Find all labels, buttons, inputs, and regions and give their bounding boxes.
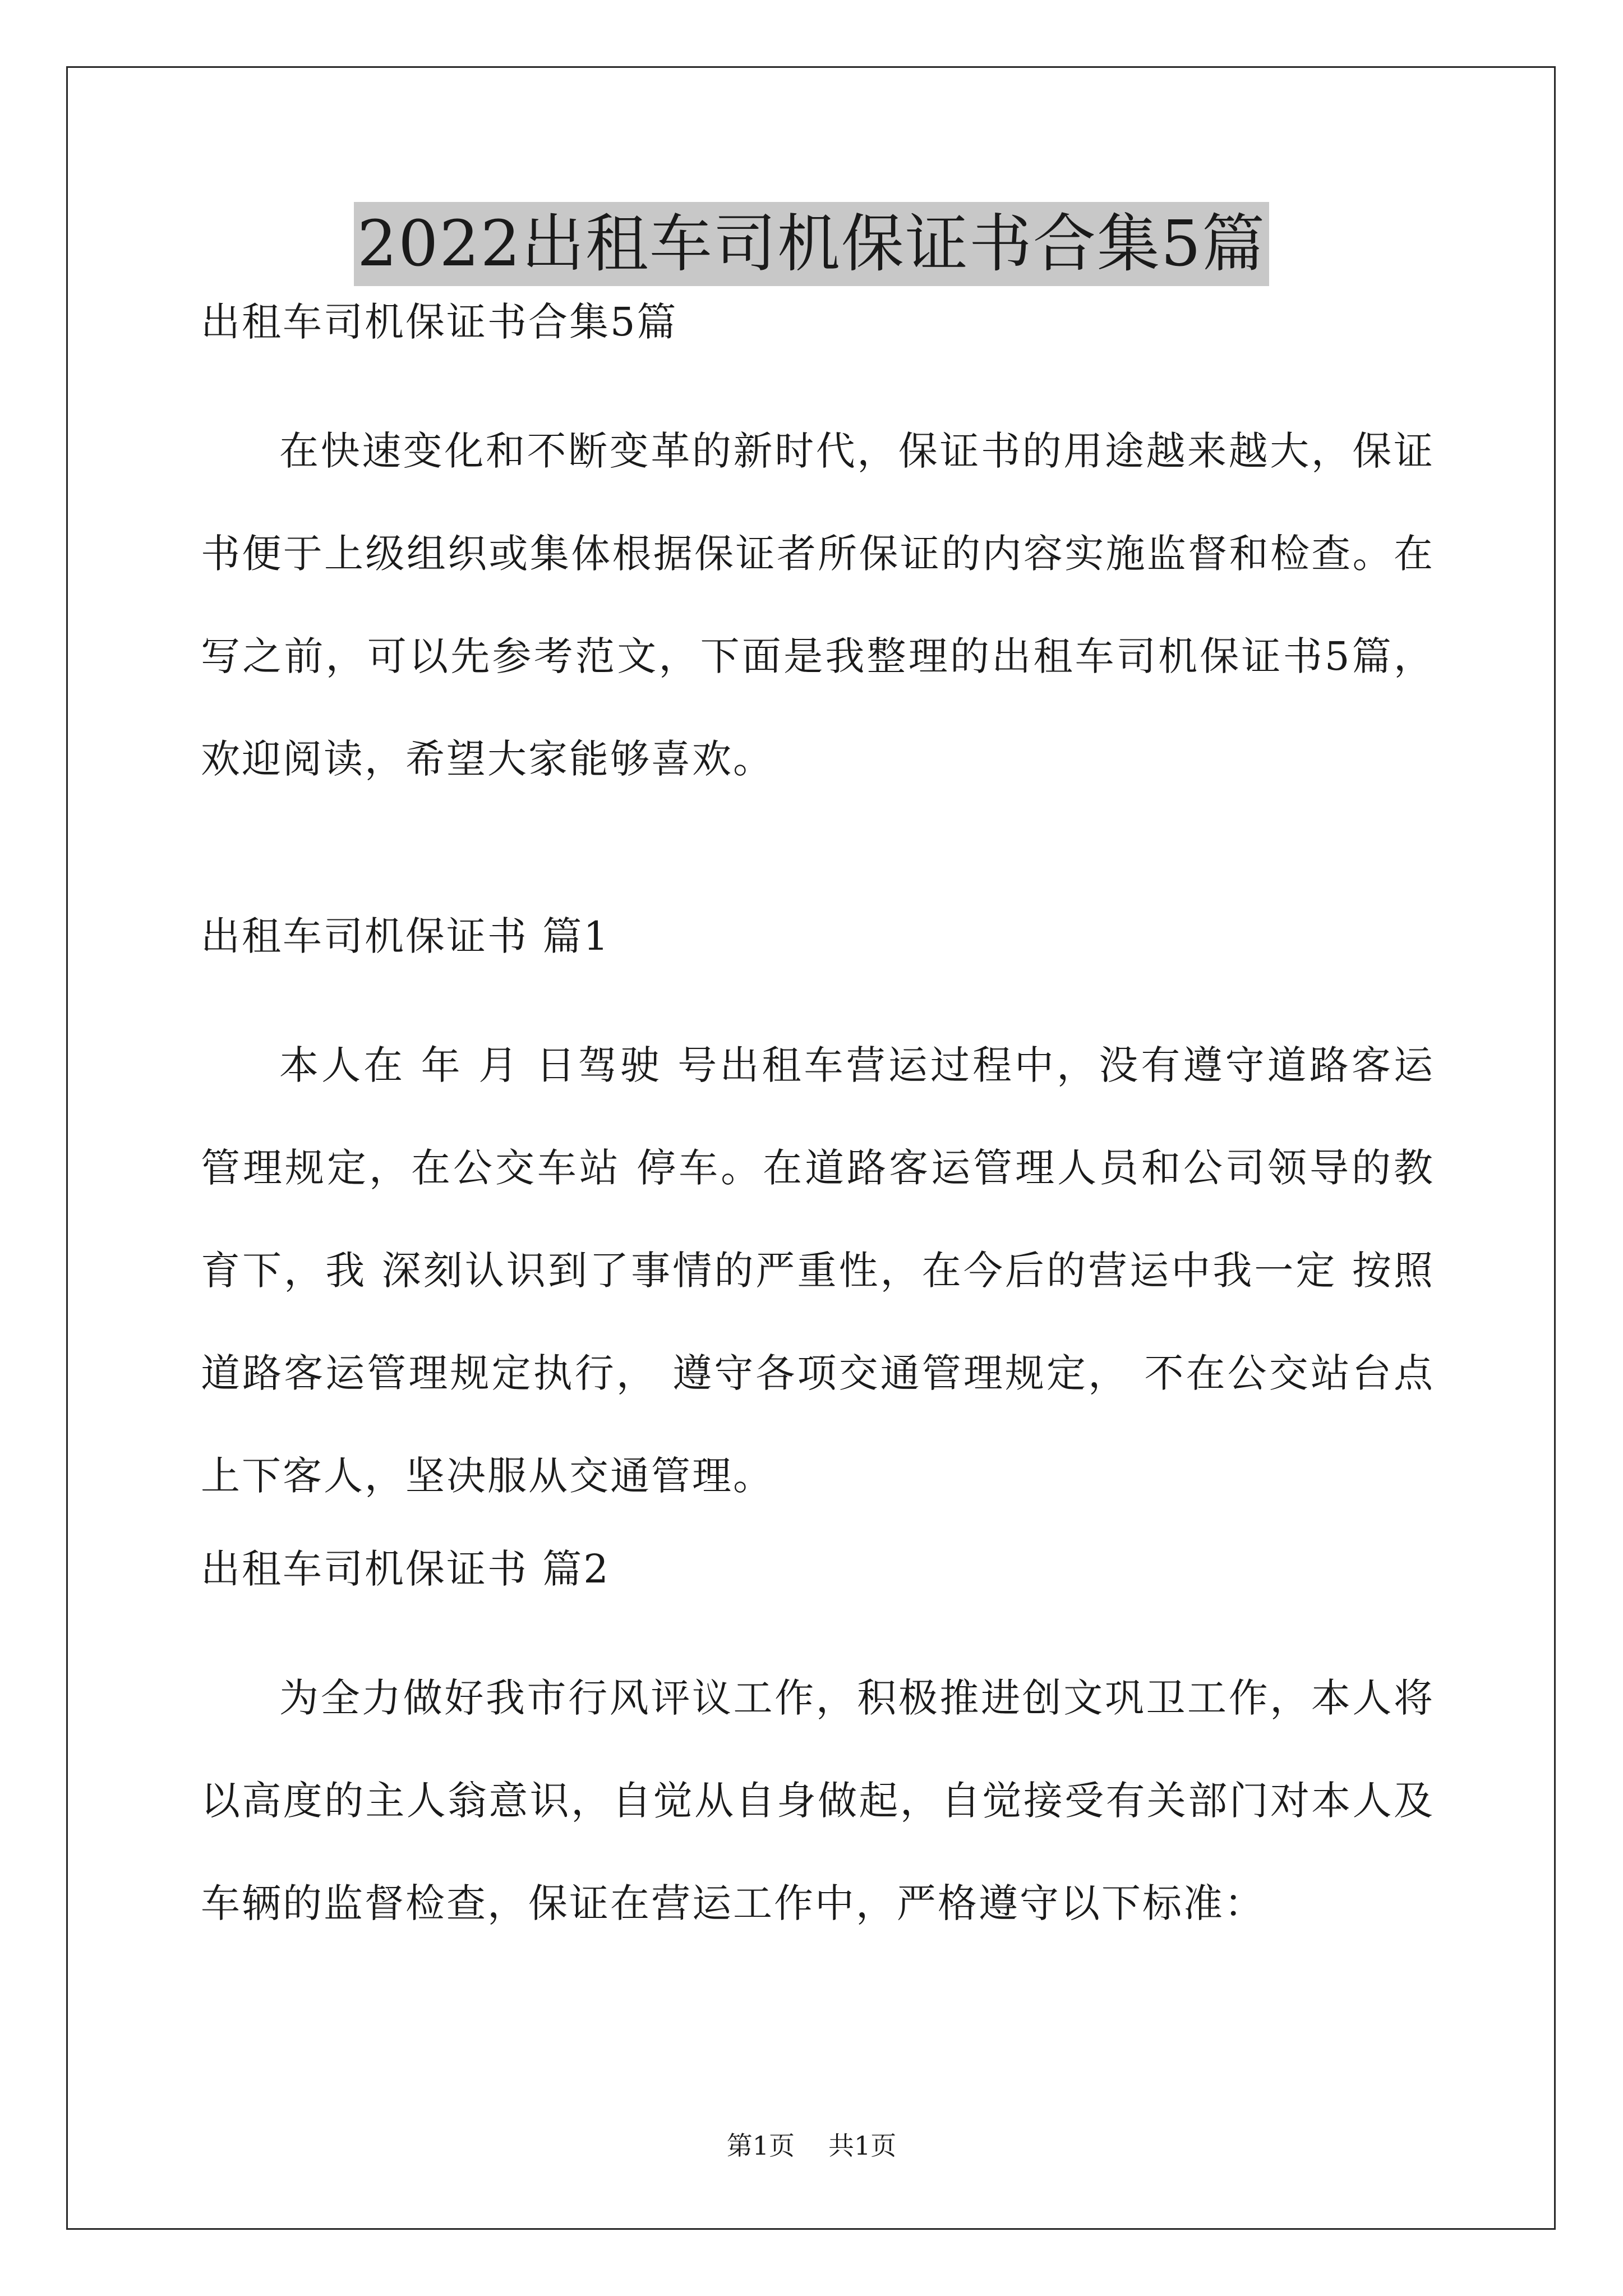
section-heading-1: 出租车司机保证书 篇1 xyxy=(201,913,610,959)
page-number: 第1页 xyxy=(726,2131,795,2161)
section-body-1: 本人在 年 月 日驾驶 号出租车营运过程中，没有遵守道路客运管理规定，在公交车站 停车。在道路客运管理人员和公司领导的教育下，我 深刻认识到了事情的严重性，在今后的营运中我一定 按照道路客运管理规定执行， 遵守各项交通管理规定， 不在公交站台点上下客人，坚决服从交通管理。 xyxy=(201,1042,1435,1499)
section-heading-2: 出租车司机保证书 篇2 xyxy=(201,1546,610,1592)
document-title: 2022出租车司机保证书合集5篇 xyxy=(354,202,1269,286)
title-wrap xyxy=(0,202,1623,286)
intro-paragraph: 在快速变化和不断变革的新时代，保证书的用途越来越大，保证书便于上级组织或集体根据保证者所保证的内容实施监督和检查。在写之前，可以先参考范文，下面是我整理的出租车司机保证书5篇，欢迎阅读，希望大家能够喜欢。 xyxy=(201,428,1435,782)
page-footer xyxy=(0,2129,1623,2162)
page-total: 共1页 xyxy=(828,2131,897,2161)
document-subtitle: 出租车司机保证书合集5篇 xyxy=(201,299,678,345)
document-body xyxy=(201,297,1435,1955)
section-body-2: 为全力做好我市行风评议工作，积极推进创文巩卫工作，本人将以高度的主人翁意识，自觉从自身做起，自觉接受有关部门对本人及车辆的监督检查，保证在营运工作中，严格遵守以下标准： xyxy=(201,1675,1435,1926)
